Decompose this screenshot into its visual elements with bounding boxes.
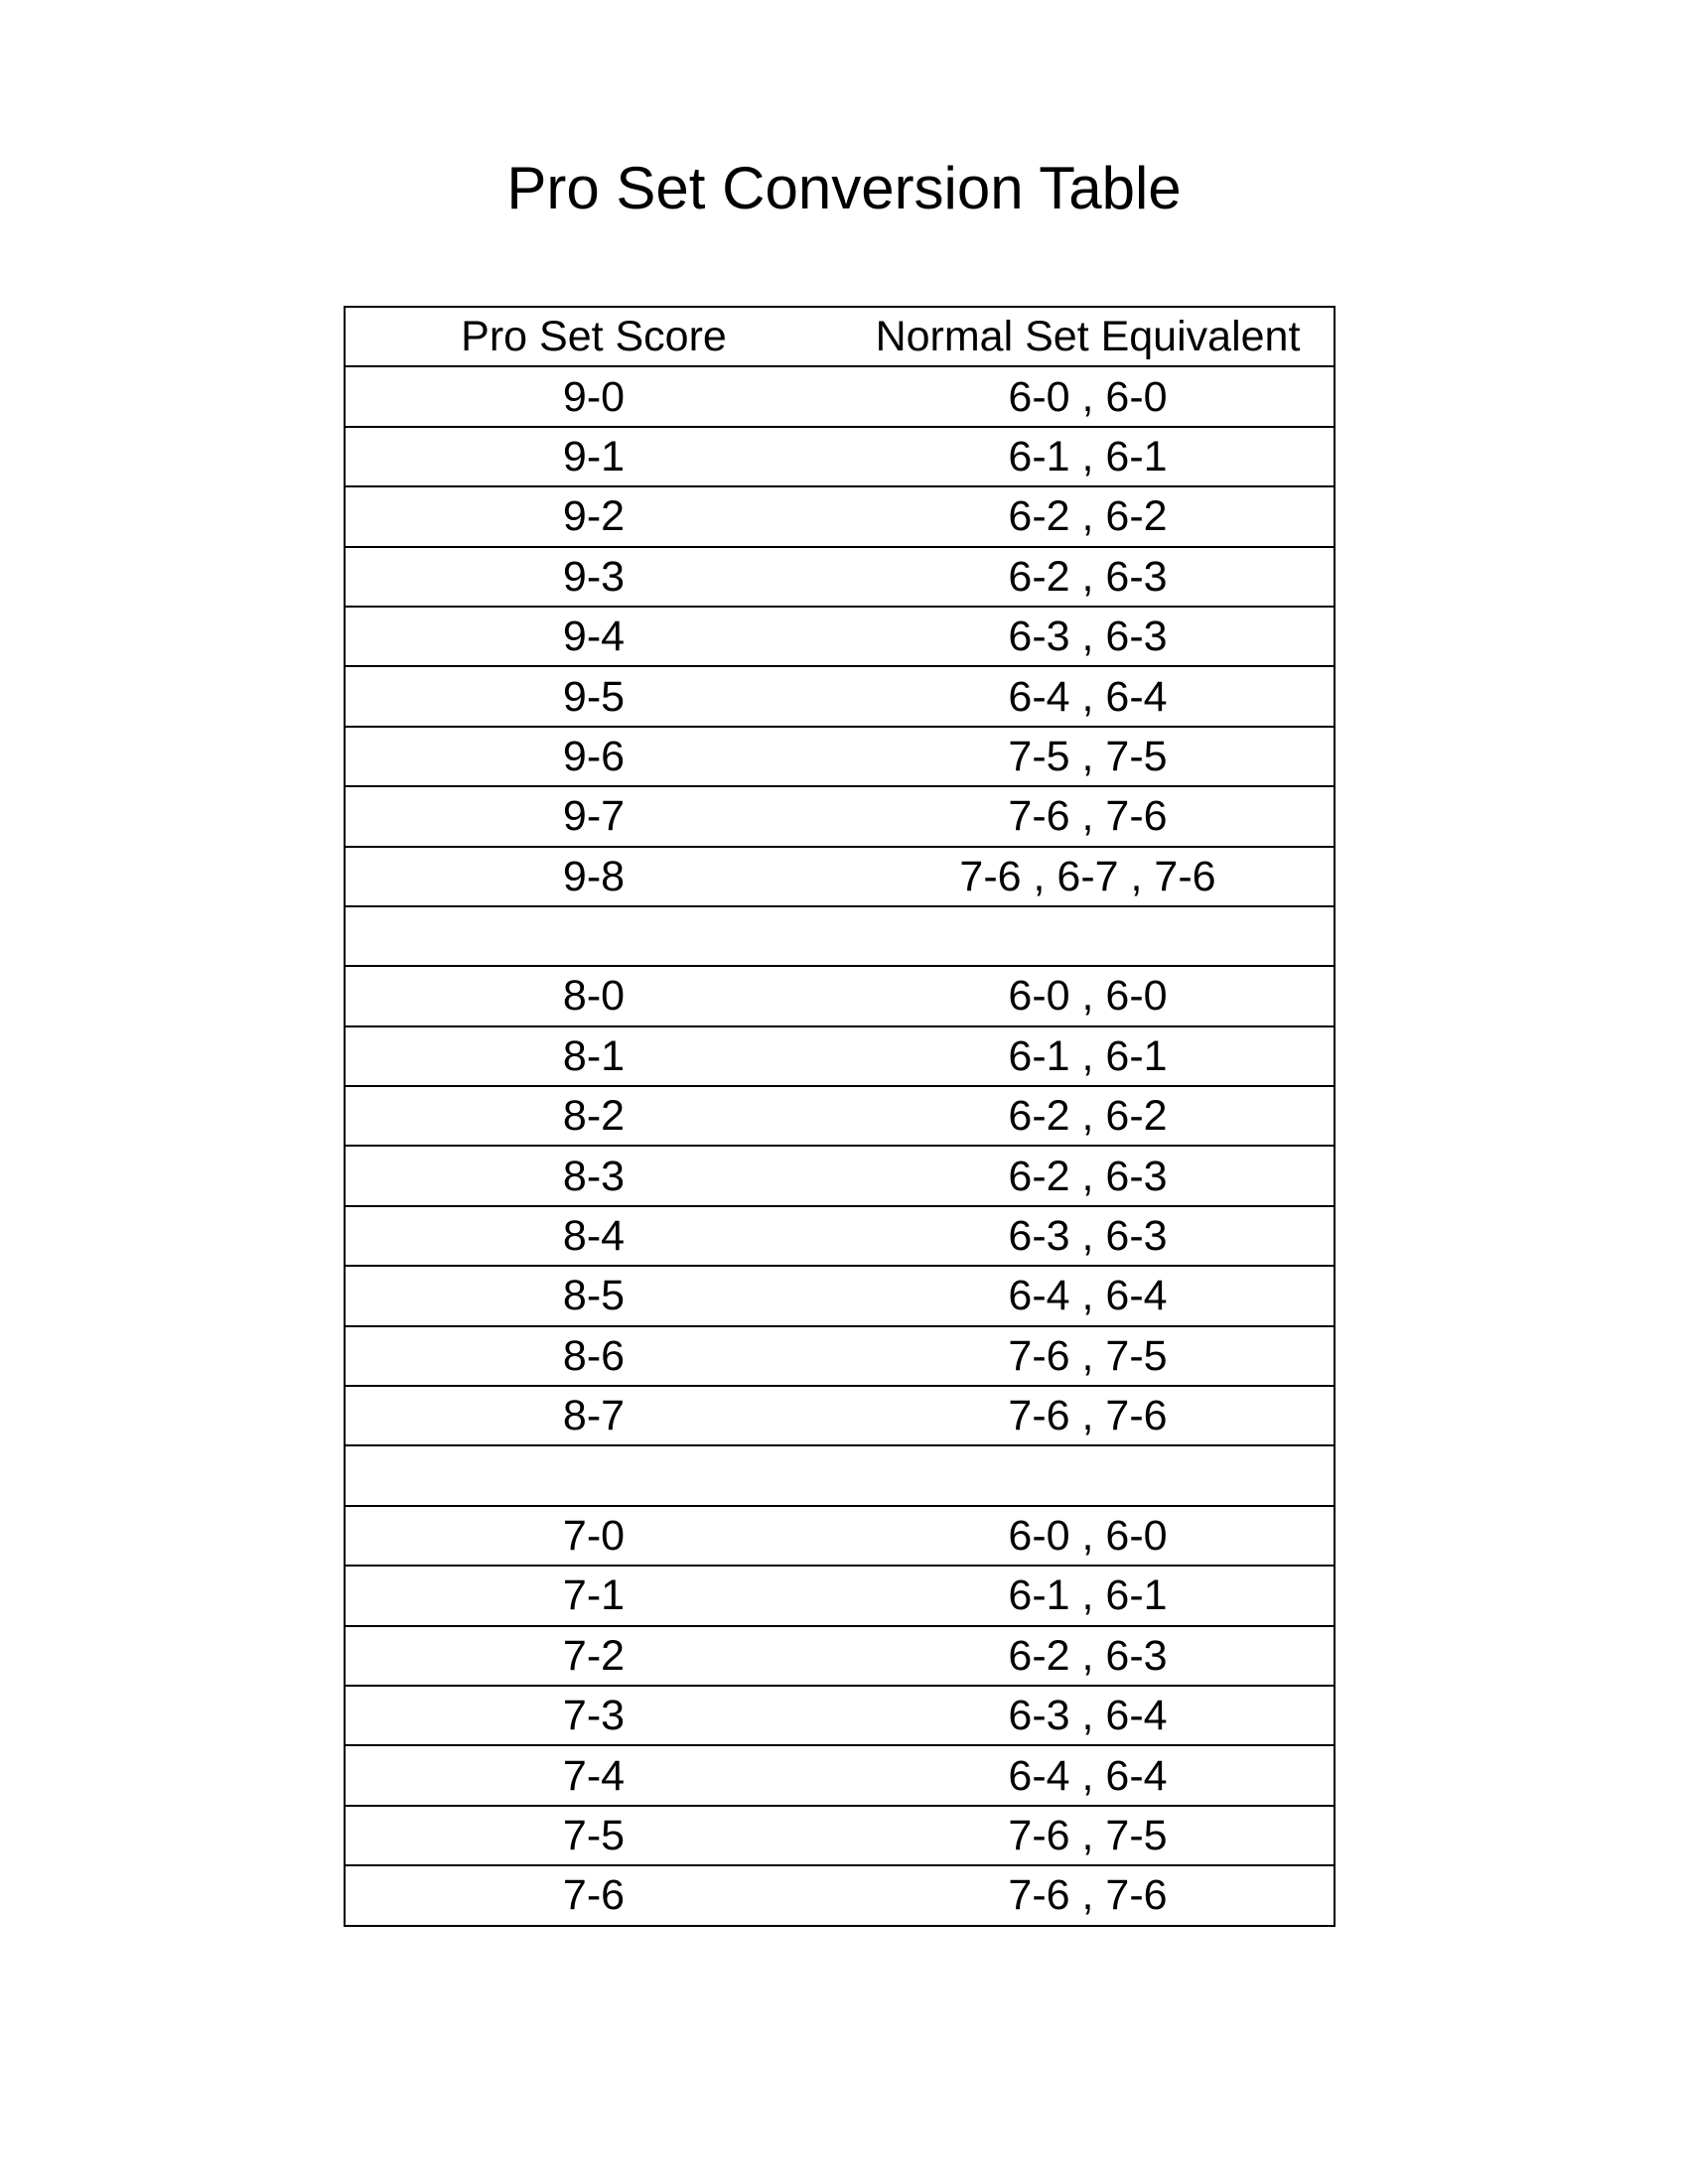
table-row (345, 966, 1335, 1025)
pro-set-score-cell: 7-2 (345, 1626, 842, 1686)
normal-set-equivalent-cell (842, 906, 1335, 966)
pro-set-score-cell: 8-6 (345, 1326, 842, 1386)
table-row (345, 1086, 1335, 1146)
pro-set-score-cell: 8-2 (345, 1086, 842, 1146)
pro-set-score-cell: 9-1 (345, 427, 842, 486)
normal-set-equivalent-cell: 6-2 , 6-2 (842, 1086, 1335, 1146)
pro-set-score-cell: 7-5 (345, 1806, 842, 1865)
normal-set-equivalent-cell: 6-2 , 6-3 (842, 1146, 1335, 1205)
pro-set-score-cell: 7-3 (345, 1686, 842, 1745)
normal-set-equivalent-cell: 6-2 , 6-3 (842, 547, 1335, 607)
normal-set-equivalent-cell: 6-1 , 6-1 (842, 1026, 1335, 1086)
normal-set-equivalent-cell: 6-3 , 6-3 (842, 1206, 1335, 1266)
normal-set-equivalent-cell: 6-2 , 6-3 (842, 1626, 1335, 1686)
table-spacer-row (345, 906, 1335, 966)
table-row (345, 1806, 1335, 1865)
pro-set-score-cell: 8-5 (345, 1266, 842, 1325)
header-pro-set-score: Pro Set Score (345, 307, 842, 366)
pro-set-score-cell: 9-5 (345, 666, 842, 726)
table-row (345, 427, 1335, 486)
normal-set-equivalent-cell: 7-6 , 7-6 (842, 786, 1335, 846)
table-row (345, 486, 1335, 546)
normal-set-equivalent-cell: 7-6 , 7-6 (842, 1865, 1335, 1925)
normal-set-equivalent-cell: 6-4 , 6-4 (842, 666, 1335, 726)
pro-set-score-cell: 7-0 (345, 1506, 842, 1566)
pro-set-score-cell: 9-4 (345, 607, 842, 666)
pro-set-score-cell: 7-1 (345, 1566, 842, 1625)
pro-set-score-cell: 8-0 (345, 966, 842, 1025)
pro-set-score-cell: 7-4 (345, 1745, 842, 1805)
pro-set-score-cell (345, 1445, 842, 1505)
normal-set-equivalent-cell: 7-5 , 7-5 (842, 727, 1335, 786)
normal-set-equivalent-cell: 6-1 , 6-1 (842, 427, 1335, 486)
table-row (345, 1326, 1335, 1386)
table-row (345, 727, 1335, 786)
normal-set-equivalent-cell: 7-6 , 7-6 (842, 1386, 1335, 1445)
page-title: Pro Set Conversion Table (506, 155, 1182, 221)
normal-set-equivalent-cell: 6-0 , 6-0 (842, 1506, 1335, 1566)
table-row (345, 666, 1335, 726)
table-row (345, 786, 1335, 846)
header-normal-set-equivalent: Normal Set Equivalent (842, 307, 1335, 366)
table-row (345, 1686, 1335, 1745)
normal-set-equivalent-cell: 6-3 , 6-3 (842, 607, 1335, 666)
normal-set-equivalent-cell (842, 1445, 1335, 1505)
table-row (345, 1566, 1335, 1625)
pro-set-score-cell: 8-3 (345, 1146, 842, 1205)
table-header-row (345, 307, 1335, 366)
table-row (345, 607, 1335, 666)
normal-set-equivalent-cell: 6-1 , 6-1 (842, 1566, 1335, 1625)
table-row (345, 1146, 1335, 1205)
normal-set-equivalent-cell: 6-2 , 6-2 (842, 486, 1335, 546)
pro-set-score-cell (345, 906, 842, 966)
table-row (345, 1386, 1335, 1445)
normal-set-equivalent-cell: 6-4 , 6-4 (842, 1745, 1335, 1805)
table-row (345, 1266, 1335, 1325)
pro-set-score-cell: 9-0 (345, 366, 842, 426)
table-row (345, 1745, 1335, 1805)
pro-set-score-cell: 8-1 (345, 1026, 842, 1086)
normal-set-equivalent-cell: 6-0 , 6-0 (842, 966, 1335, 1025)
normal-set-equivalent-cell: 7-6 , 7-5 (842, 1326, 1335, 1386)
pro-set-score-cell: 9-3 (345, 547, 842, 607)
table-row (345, 1206, 1335, 1266)
pro-set-score-cell: 7-6 (345, 1865, 842, 1925)
table-row (345, 1506, 1335, 1566)
table-row (345, 1626, 1335, 1686)
pro-set-score-cell: 9-8 (345, 847, 842, 906)
normal-set-equivalent-cell: 6-0 , 6-0 (842, 366, 1335, 426)
table-body (345, 366, 1335, 1925)
conversion-table (344, 306, 1336, 1927)
table-row (345, 1026, 1335, 1086)
table-row (345, 366, 1335, 426)
table-row (345, 1865, 1335, 1925)
normal-set-equivalent-cell: 7-6 , 7-5 (842, 1806, 1335, 1865)
table-row (345, 547, 1335, 607)
table-spacer-row (345, 1445, 1335, 1505)
normal-set-equivalent-cell: 7-6 , 6-7 , 7-6 (842, 847, 1335, 906)
pro-set-score-cell: 8-7 (345, 1386, 842, 1445)
pro-set-score-cell: 9-6 (345, 727, 842, 786)
normal-set-equivalent-cell: 6-4 , 6-4 (842, 1266, 1335, 1325)
pro-set-score-cell: 9-2 (345, 486, 842, 546)
pro-set-score-cell: 9-7 (345, 786, 842, 846)
table-row (345, 847, 1335, 906)
pro-set-score-cell: 8-4 (345, 1206, 842, 1266)
normal-set-equivalent-cell: 6-3 , 6-4 (842, 1686, 1335, 1745)
